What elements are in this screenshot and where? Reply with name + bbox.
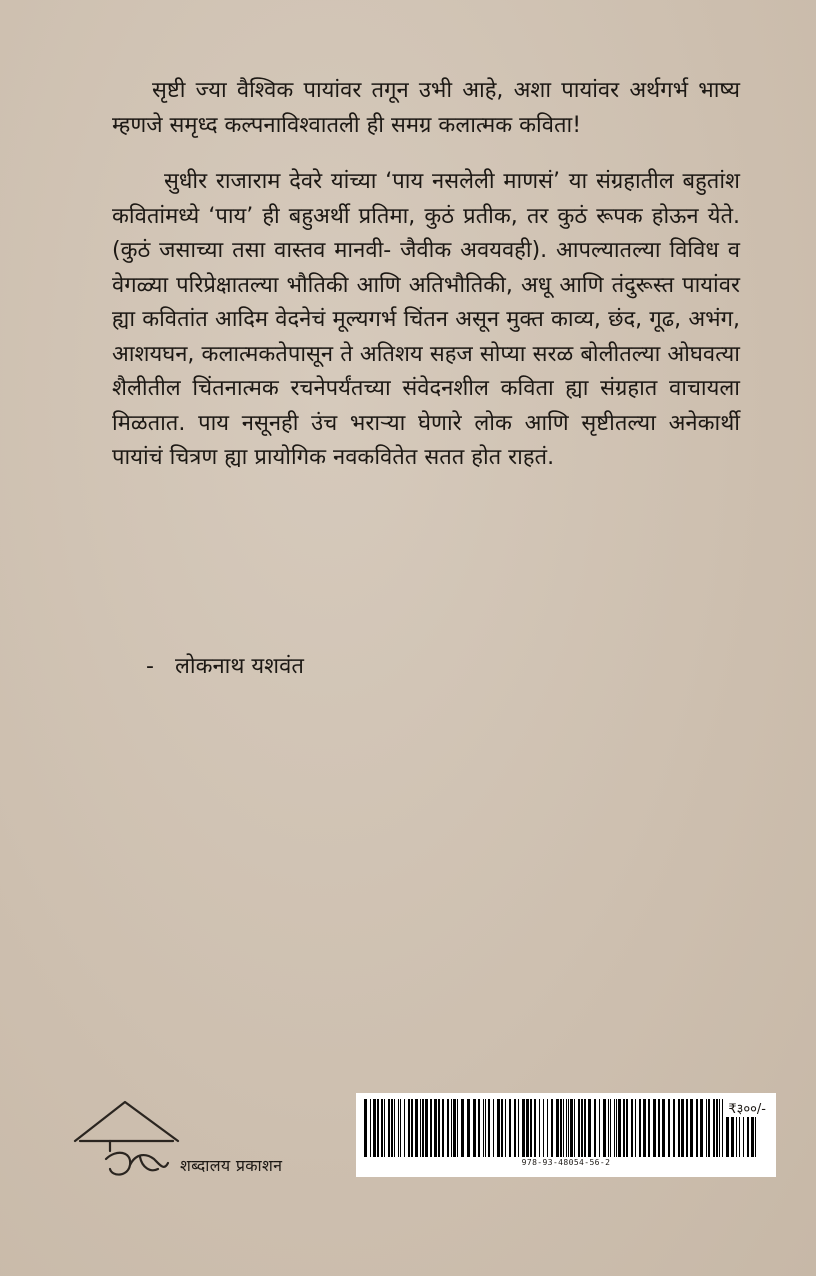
barcode-bar xyxy=(543,1099,544,1157)
barcode-bar xyxy=(493,1099,494,1157)
barcode-bar xyxy=(447,1099,449,1157)
barcode-bar xyxy=(404,1099,405,1157)
barcode-label xyxy=(356,1093,776,1177)
barcode-bar xyxy=(556,1099,559,1157)
barcode-bar xyxy=(461,1099,464,1157)
barcode-bar xyxy=(434,1099,437,1157)
barcode-bar xyxy=(631,1099,633,1157)
isbn-number: 978-93-48054-56-2 xyxy=(521,1158,611,1167)
barcode-bar xyxy=(488,1099,490,1157)
barcode-bar xyxy=(635,1099,636,1157)
barcode-bar xyxy=(594,1099,596,1157)
barcode-bar xyxy=(370,1099,371,1157)
barcode-bar xyxy=(509,1099,511,1157)
barcode-bar xyxy=(377,1099,379,1157)
blurb-text xyxy=(112,74,740,476)
barcode-bar xyxy=(420,1099,421,1157)
barcode-bar xyxy=(610,1099,611,1157)
barcode-bar xyxy=(648,1099,650,1157)
barcode-bar xyxy=(686,1099,688,1157)
barcode-bar xyxy=(719,1099,720,1157)
barcode-bar xyxy=(700,1099,703,1157)
barcode-bar xyxy=(534,1099,536,1157)
blurb-paragraph-1: सृष्टी ज्या वैश्विक पायांवर तगून उभी आहे, अशा पायांवर अर्थगर्भ भाष्य म्हणजे समृध्द कल्पनाविश्वातली ही समग्र कलात्मक कविता! xyxy=(112,78,740,138)
barcode-bar xyxy=(430,1099,432,1157)
barcode-bar xyxy=(639,1099,641,1157)
author-dash: - xyxy=(146,654,154,679)
barcode-bar xyxy=(522,1099,525,1157)
barcode-bar xyxy=(626,1099,628,1157)
barcode-bar xyxy=(501,1099,503,1157)
barcode-bar xyxy=(673,1099,675,1157)
barcode-bar xyxy=(526,1099,529,1157)
barcode-bar xyxy=(570,1099,573,1157)
barcode-bar xyxy=(614,1099,615,1157)
price-tag: ₹३००/- xyxy=(726,1099,768,1117)
barcode-bar xyxy=(713,1099,715,1157)
barcode-bar xyxy=(608,1099,609,1157)
barcode-bar xyxy=(422,1099,424,1157)
barcode-bar xyxy=(478,1099,480,1157)
barcode-bar xyxy=(623,1099,625,1157)
barcode-bar xyxy=(384,1099,385,1157)
barcode-bar xyxy=(438,1099,440,1157)
barcode-bar xyxy=(451,1099,452,1157)
barcode-bar xyxy=(551,1099,553,1157)
barcode-bar xyxy=(394,1099,395,1157)
barcode-bar xyxy=(618,1099,621,1157)
barcode-bar xyxy=(391,1099,393,1157)
barcode-bar xyxy=(678,1099,680,1157)
barcode-bar xyxy=(485,1099,486,1157)
barcode-bar xyxy=(574,1099,575,1157)
barcode-bar xyxy=(505,1099,506,1157)
barcode-bar xyxy=(708,1099,710,1157)
barcode-bar xyxy=(442,1099,444,1157)
barcode-bar xyxy=(473,1099,476,1157)
barcode-bar xyxy=(566,1099,567,1157)
barcode-bar xyxy=(560,1099,562,1157)
barcode-bar xyxy=(616,1099,617,1157)
barcode-bar xyxy=(364,1099,367,1157)
barcode-bar xyxy=(373,1099,376,1157)
barcode-bar xyxy=(599,1099,600,1157)
barcode-icon xyxy=(362,1099,770,1157)
barcode-bar xyxy=(483,1099,484,1157)
barcode-bar xyxy=(706,1099,707,1157)
barcode-bar xyxy=(411,1099,413,1157)
barcode-bar xyxy=(653,1099,656,1157)
barcode-bar xyxy=(578,1099,580,1157)
author-name: लोकनाथ यशवंत xyxy=(174,654,304,679)
barcode-bar xyxy=(668,1099,670,1157)
blurb-paragraph-2: सुधीर राजाराम देवरे यांच्या ‘पाय नसलेली माणसं’ या संग्रहातील बहुतांश कवितांमध्ये ‘पाय’ ही बहुअर्थी प्रतिमा, कुठं प्रतीक, तर कुठं रूपक होऊन येते. (कुठं जसाच्या तसा वास्तव मानवी- जैवीक अवयवही). आपल्यातल्या विविध व वेगळ्या परिप्रेक्षातल्या भौतिकी आणि अतिभौतिकी, अधू आणि तंदुरूस्त पायांवर ह्या कवितांत आदिम वेदनेचं मूल्यगर्भ चिंतन असून मुक्त काव्य, छंद, गूढ, अभंग, आशयघन, कलात्मकतेपासून ते अतिशय सहज सोप्या सरळ बोलीतल्या ओघवत्या शैलीतील चिंतनात्मक रचनेपर्यंतच्या संवेदनशील कविता ह्या संग्रहात वाचायला मिळतात. पाय नसूनही उंच भराऱ्या घेणारे लोक आणि सृष्टीतल्या अनेकार्थी पायांचं चित्रण ह्या प्रायोगिक नवकवितेत सतत होत राहतं. xyxy=(112,169,740,470)
barcode-bar xyxy=(400,1099,401,1157)
barcode-bar xyxy=(408,1099,410,1157)
barcode-bar xyxy=(603,1099,606,1157)
barcode-bar xyxy=(696,1099,698,1157)
barcode-bar xyxy=(497,1099,500,1157)
publisher-name: शब्दालय प्रकाशन xyxy=(180,1156,283,1175)
barcode-bar xyxy=(467,1099,470,1157)
barcode-bar xyxy=(539,1099,540,1157)
house-roof-logo-icon xyxy=(70,1097,190,1187)
barcode-bar xyxy=(643,1099,646,1157)
barcode-bar xyxy=(388,1099,390,1157)
barcode-bar xyxy=(425,1099,428,1157)
barcode-bar xyxy=(722,1099,723,1157)
author-attribution xyxy=(146,650,304,684)
barcode-bar xyxy=(588,1099,591,1157)
barcode-bar xyxy=(662,1099,665,1157)
barcode-bar xyxy=(530,1099,532,1157)
barcode-bar xyxy=(584,1099,586,1157)
barcode-bar xyxy=(690,1099,693,1157)
barcode-bar xyxy=(415,1099,418,1157)
barcode-bar xyxy=(518,1099,519,1157)
barcode-bar xyxy=(581,1099,583,1157)
barcode-bar xyxy=(398,1099,399,1157)
barcode-bar xyxy=(547,1099,548,1157)
barcode-bar xyxy=(381,1099,383,1157)
barcode-bar xyxy=(453,1099,456,1157)
barcode-bar xyxy=(658,1099,660,1157)
barcode-bar xyxy=(568,1099,569,1157)
barcode-bar xyxy=(514,1099,516,1157)
barcode-bar xyxy=(457,1099,458,1157)
barcode-bar xyxy=(716,1099,718,1157)
barcode-bar xyxy=(563,1099,564,1157)
barcode-bar xyxy=(681,1099,684,1157)
